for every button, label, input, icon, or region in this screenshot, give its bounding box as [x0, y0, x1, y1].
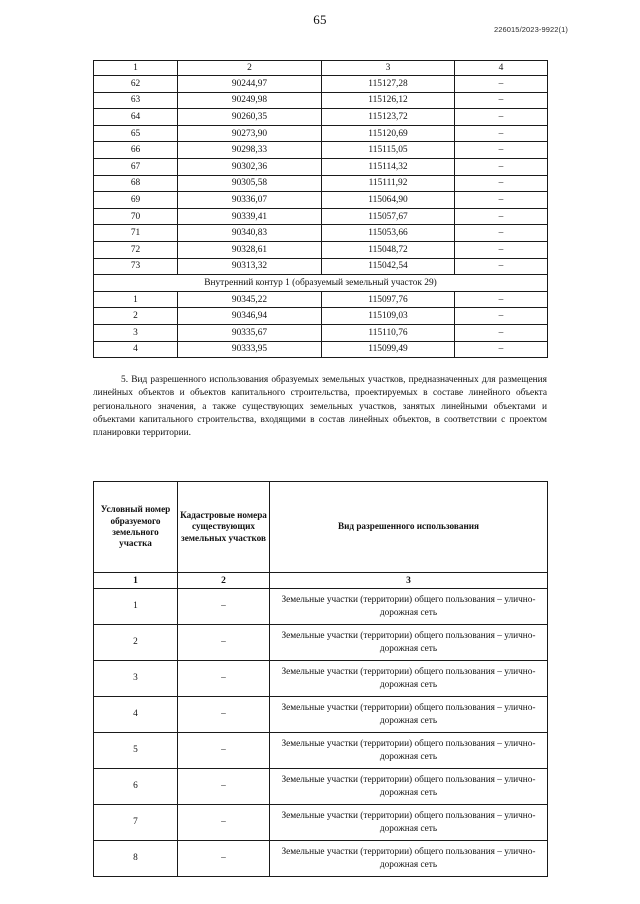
cell-point-number: 62 — [94, 76, 178, 93]
table-row — [94, 769, 548, 805]
cell-accuracy: – — [455, 308, 548, 325]
cell-coordinate-y: 115110,76 — [322, 324, 455, 341]
cell-accuracy: – — [455, 125, 548, 142]
cell-point-number: 73 — [94, 258, 178, 275]
table-row — [94, 697, 548, 733]
cell-cadastral-number: – — [178, 841, 270, 877]
cell-coordinate-x: 90335,67 — [178, 324, 322, 341]
table-row — [94, 192, 548, 209]
cell-coordinate-x: 90244,97 — [178, 76, 322, 93]
cell-coordinate-y: 115042,54 — [322, 258, 455, 275]
cell-point-number: 64 — [94, 109, 178, 126]
cell-accuracy: – — [455, 142, 548, 159]
cell-coordinate-y: 115057,67 — [322, 208, 455, 225]
cell-coordinate-x: 90336,07 — [178, 192, 322, 209]
cell-point-number: 1 — [94, 291, 178, 308]
cell-permitted-use: Земельные участки (территории) общего пользования – улично-дорожная сеть — [270, 661, 548, 697]
table-row — [94, 661, 548, 697]
col-number-3: 3 — [270, 573, 548, 589]
cell-cadastral-number: – — [178, 805, 270, 841]
section-title-inner-contour: Внутренний контур 1 (образуемый земельный участок 29) — [94, 275, 548, 292]
cell-point-number: 67 — [94, 158, 178, 175]
table-row — [94, 625, 548, 661]
cell-coordinate-y: 115097,76 — [322, 291, 455, 308]
cell-coordinate-x: 90328,61 — [178, 241, 322, 258]
cell-accuracy: – — [455, 341, 548, 358]
cell-accuracy: – — [455, 324, 548, 341]
table-permitted-use-head — [94, 482, 548, 573]
table-row — [94, 341, 548, 358]
table-coordinates-column-numbers — [94, 61, 548, 76]
cell-coordinate-x: 90249,98 — [178, 92, 322, 109]
cell-conditional-number: 4 — [94, 697, 178, 733]
cell-conditional-number: 8 — [94, 841, 178, 877]
table-row — [94, 733, 548, 769]
cell-point-number: 4 — [94, 341, 178, 358]
cell-permitted-use: Земельные участки (территории) общего пользования – улично-дорожная сеть — [270, 841, 548, 877]
cell-coordinate-x: 90260,35 — [178, 109, 322, 126]
cell-coordinate-y: 115053,66 — [322, 225, 455, 242]
cell-coordinate-x: 90305,58 — [178, 175, 322, 192]
table-row — [94, 805, 548, 841]
col-number-1: 1 — [94, 573, 178, 589]
cell-coordinate-y: 115109,03 — [322, 308, 455, 325]
col-number-4: 4 — [455, 61, 548, 76]
col-number-2: 2 — [178, 61, 322, 76]
cell-cadastral-number: – — [178, 661, 270, 697]
cell-coordinate-x: 90340,83 — [178, 225, 322, 242]
table-row — [94, 241, 548, 258]
table-row — [94, 76, 548, 93]
col-number-3: 3 — [322, 61, 455, 76]
table-row — [94, 142, 548, 159]
cell-conditional-number: 7 — [94, 805, 178, 841]
col-number-1: 1 — [94, 61, 178, 76]
cell-coordinate-y: 115099,49 — [322, 341, 455, 358]
table-row — [94, 225, 548, 242]
cell-point-number: 66 — [94, 142, 178, 159]
cell-accuracy: – — [455, 76, 548, 93]
cell-point-number: 71 — [94, 225, 178, 242]
page-header — [0, 12, 640, 42]
cell-coordinate-x: 90333,95 — [178, 341, 322, 358]
cell-accuracy: – — [455, 192, 548, 209]
cell-point-number: 63 — [94, 92, 178, 109]
cell-coordinate-x: 90273,90 — [178, 125, 322, 142]
cell-accuracy: – — [455, 241, 548, 258]
cell-permitted-use: Земельные участки (территории) общего пользования – улично-дорожная сеть — [270, 697, 548, 733]
header-permitted-use: Вид разрешенного использования — [270, 482, 548, 573]
table-permitted-use-body — [94, 573, 548, 877]
cell-permitted-use: Земельные участки (территории) общего пользования – улично-дорожная сеть — [270, 805, 548, 841]
cell-permitted-use: Земельные участки (территории) общего пользования – улично-дорожная сеть — [270, 769, 548, 805]
table-permitted-use — [93, 481, 548, 877]
cell-coordinate-y: 115064,90 — [322, 192, 455, 209]
cell-coordinate-y: 115111,92 — [322, 175, 455, 192]
table-coordinates-body — [94, 61, 548, 358]
col-number-2: 2 — [178, 573, 270, 589]
cell-cadastral-number: – — [178, 625, 270, 661]
cell-coordinate-x: 90345,22 — [178, 291, 322, 308]
table-section-title-row — [94, 275, 548, 292]
cell-coordinate-y: 115048,72 — [322, 241, 455, 258]
cell-cadastral-number: – — [178, 769, 270, 805]
cell-accuracy: – — [455, 175, 548, 192]
cell-conditional-number: 3 — [94, 661, 178, 697]
cell-point-number: 65 — [94, 125, 178, 142]
table-row — [94, 125, 548, 142]
table-permitted-use-header-row — [94, 482, 548, 573]
cell-coordinate-y: 115115,05 — [322, 142, 455, 159]
cell-conditional-number: 6 — [94, 769, 178, 805]
table-row — [94, 291, 548, 308]
cell-conditional-number: 5 — [94, 733, 178, 769]
cell-permitted-use: Земельные участки (территории) общего пользования – улично-дорожная сеть — [270, 733, 548, 769]
table-row — [94, 175, 548, 192]
cell-permitted-use: Земельные участки (территории) общего пользования – улично-дорожная сеть — [270, 589, 548, 625]
cell-accuracy: – — [455, 92, 548, 109]
cell-point-number: 3 — [94, 324, 178, 341]
cell-point-number: 68 — [94, 175, 178, 192]
cell-point-number: 70 — [94, 208, 178, 225]
table-row — [94, 92, 548, 109]
table-row — [94, 258, 548, 275]
table-permitted-use-column-numbers — [94, 573, 548, 589]
cell-accuracy: – — [455, 158, 548, 175]
cell-accuracy: – — [455, 291, 548, 308]
table-row — [94, 589, 548, 625]
cell-coordinate-x: 90346,94 — [178, 308, 322, 325]
cell-coordinate-y: 115123,72 — [322, 109, 455, 126]
cell-coordinate-y: 115126,12 — [322, 92, 455, 109]
cell-accuracy: – — [455, 258, 548, 275]
cell-coordinate-x: 90298,33 — [178, 142, 322, 159]
cell-conditional-number: 1 — [94, 589, 178, 625]
cell-coordinate-y: 115127,28 — [322, 76, 455, 93]
cell-coordinate-x: 90313,32 — [178, 258, 322, 275]
paragraph-permitted-use: 5. Вид разрешенного использования образуемых земельных участков, предназначенных для размещения линейных объектов и объектов капитального строительства, проектируемых в составе линейного объекта регионального значения, а также существующих земельных участков, занятых линейными объектами и объектами капитального строительства, входящими в состав линейных объектов, в соответствии с проектом планировки территории. — [93, 375, 547, 439]
table-row — [94, 841, 548, 877]
table-row — [94, 158, 548, 175]
cell-cadastral-number: – — [178, 733, 270, 769]
table-row — [94, 109, 548, 126]
cell-permitted-use: Земельные участки (территории) общего пользования – улично-дорожная сеть — [270, 625, 548, 661]
cell-point-number: 69 — [94, 192, 178, 209]
cell-coordinate-x: 90302,36 — [178, 158, 322, 175]
header-conditional-number: Условный номер образуемого земельного участка — [94, 482, 178, 573]
page-number: 65 — [313, 12, 327, 27]
document-stamp-id: 226015/2023-9922(1) — [493, 25, 568, 34]
cell-coordinate-y: 115120,69 — [322, 125, 455, 142]
cell-conditional-number: 2 — [94, 625, 178, 661]
cell-accuracy: – — [455, 225, 548, 242]
table-row — [94, 208, 548, 225]
cell-coordinate-x: 90339,41 — [178, 208, 322, 225]
cell-point-number: 72 — [94, 241, 178, 258]
cell-accuracy: – — [455, 208, 548, 225]
header-cadastral-numbers: Кадастровые номера существующих земельных участков — [178, 482, 270, 573]
cell-point-number: 2 — [94, 308, 178, 325]
cell-cadastral-number: – — [178, 697, 270, 733]
table-row — [94, 324, 548, 341]
table-coordinates — [93, 60, 548, 358]
cell-accuracy: – — [455, 109, 548, 126]
cell-coordinate-y: 115114,32 — [322, 158, 455, 175]
cell-cadastral-number: – — [178, 589, 270, 625]
table-row — [94, 308, 548, 325]
